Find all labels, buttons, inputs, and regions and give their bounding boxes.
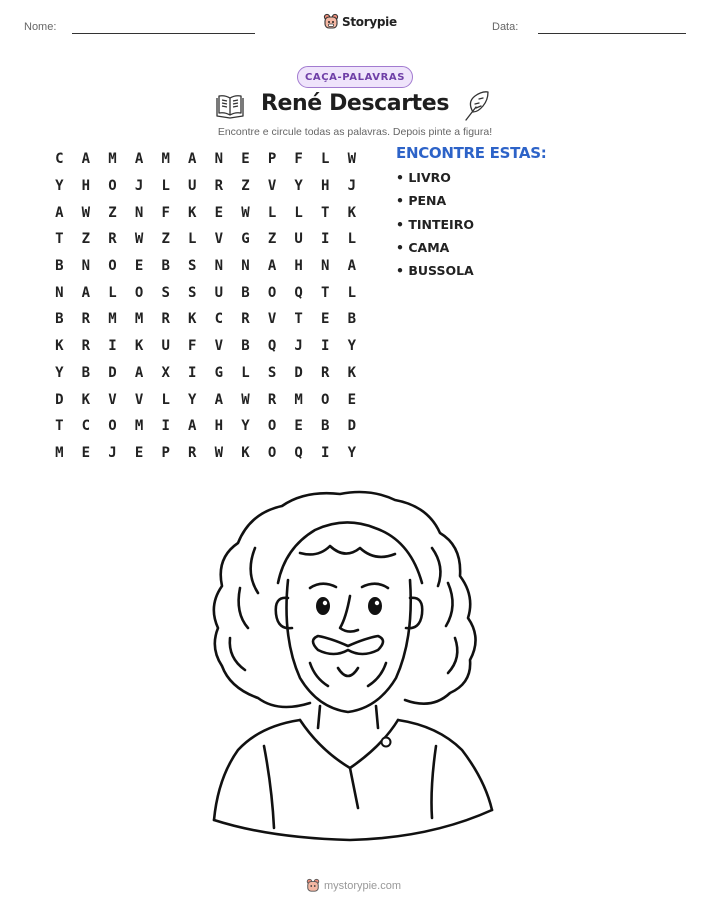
grid-letter[interactable]: T xyxy=(321,204,330,221)
grid-letter[interactable]: O xyxy=(108,418,117,435)
grid-row xyxy=(46,440,366,467)
grid-letter[interactable]: K xyxy=(55,338,64,355)
grid-letter[interactable]: H xyxy=(214,418,224,435)
grid-letter[interactable]: U xyxy=(294,231,303,248)
grid-letter[interactable]: A xyxy=(134,364,144,381)
grid-letter[interactable]: D xyxy=(347,418,357,435)
grid-letter[interactable]: V xyxy=(108,391,117,408)
grid-letter[interactable]: Z xyxy=(81,231,91,248)
grid-letter[interactable]: K xyxy=(81,391,91,408)
grid-letter[interactable]: R xyxy=(81,338,91,355)
grid-letter[interactable]: R xyxy=(321,364,330,381)
grid-row xyxy=(46,226,366,253)
word-search-grid[interactable] xyxy=(46,146,366,466)
grid-letter[interactable]: V xyxy=(214,338,224,355)
grid-letter[interactable]: R xyxy=(214,178,224,195)
grid-letter[interactable]: N xyxy=(214,258,224,275)
grid-letter[interactable]: E xyxy=(81,444,91,461)
grid-row xyxy=(46,386,366,413)
grid-letter[interactable]: H xyxy=(321,178,330,195)
grid-letter[interactable]: W xyxy=(214,444,224,461)
grid-letter[interactable]: Q xyxy=(267,338,277,355)
grid-letter[interactable]: D xyxy=(294,364,303,381)
grid-letter[interactable]: U xyxy=(188,178,197,195)
grid-letter[interactable]: O xyxy=(267,418,277,435)
grid-letter[interactable]: K xyxy=(347,204,357,221)
name-line[interactable] xyxy=(72,33,255,34)
descartes-coloring-illustration[interactable] xyxy=(200,488,510,848)
grid-letter[interactable]: T xyxy=(55,231,64,248)
grid-letter[interactable]: B xyxy=(321,418,330,435)
grid-letter[interactable]: S xyxy=(188,284,197,301)
grid-letter[interactable]: R xyxy=(241,311,250,328)
grid-letter[interactable]: K xyxy=(241,444,250,461)
grid-letter[interactable]: D xyxy=(55,391,64,408)
grid-letter[interactable]: W xyxy=(81,204,91,221)
grid-letter[interactable]: Q xyxy=(294,444,303,461)
grid-letter[interactable]: L xyxy=(267,204,277,221)
grid-letter[interactable]: A xyxy=(267,258,277,275)
grid-letter[interactable]: W xyxy=(347,151,357,168)
grid-letter[interactable]: N xyxy=(214,151,224,168)
grid-letter[interactable]: B xyxy=(55,311,64,328)
grid-row xyxy=(46,146,366,173)
grid-row xyxy=(46,333,366,360)
grid-letter[interactable]: B xyxy=(241,338,250,355)
grid-letter[interactable]: I xyxy=(161,418,170,435)
quill-feather-icon xyxy=(463,90,491,122)
storypie-logo-icon xyxy=(323,13,339,30)
grid-letter[interactable]: A xyxy=(188,151,197,168)
grid-letter[interactable]: I xyxy=(321,231,330,248)
grid-letter[interactable]: Y xyxy=(347,338,357,355)
grid-letter[interactable]: Z xyxy=(241,178,250,195)
word-item: • TINTEIRO xyxy=(396,216,474,232)
grid-letter[interactable]: B xyxy=(161,258,170,275)
grid-letter[interactable]: A xyxy=(188,418,197,435)
grid-letter[interactable]: M xyxy=(55,444,64,461)
grid-letter[interactable]: S xyxy=(188,258,197,275)
grid-letter[interactable]: E xyxy=(134,258,144,275)
grid-letter[interactable]: R xyxy=(108,231,117,248)
grid-letter[interactable]: I xyxy=(108,338,117,355)
grid-letter[interactable]: V xyxy=(214,231,224,248)
grid-letter[interactable]: J xyxy=(347,178,357,195)
grid-letter[interactable]: Q xyxy=(294,284,303,301)
grid-letter[interactable]: L xyxy=(347,231,357,248)
grid-letter[interactable]: L xyxy=(161,178,170,195)
grid-letter[interactable]: A xyxy=(81,284,91,301)
grid-letter[interactable]: A xyxy=(134,151,144,168)
grid-letter[interactable]: L xyxy=(161,391,170,408)
grid-letter[interactable]: K xyxy=(188,204,197,221)
footer xyxy=(306,878,401,893)
grid-letter[interactable]: K xyxy=(347,364,357,381)
grid-row xyxy=(46,306,366,333)
grid-letter[interactable]: E xyxy=(241,151,250,168)
grid-letter[interactable]: M xyxy=(294,391,303,408)
category-badge: CAÇA-PALAVRAS xyxy=(297,66,413,88)
grid-letter[interactable]: E xyxy=(347,391,357,408)
word-item: • LIVRO xyxy=(396,170,451,185)
grid-letter[interactable]: O xyxy=(108,178,117,195)
grid-letter[interactable]: O xyxy=(108,258,117,275)
grid-letter[interactable]: C xyxy=(55,151,64,168)
grid-letter[interactable]: F xyxy=(161,204,170,221)
grid-letter[interactable]: A xyxy=(55,204,64,221)
grid-letter[interactable]: T xyxy=(55,418,64,435)
grid-letter[interactable]: Y xyxy=(55,178,64,195)
grid-letter[interactable]: J xyxy=(134,178,144,195)
grid-letter[interactable]: B xyxy=(241,284,250,301)
grid-letter[interactable]: T xyxy=(294,311,303,328)
grid-letter[interactable]: F xyxy=(188,338,197,355)
grid-row xyxy=(46,173,366,200)
grid-letter[interactable]: E xyxy=(321,311,330,328)
grid-letter[interactable]: S xyxy=(161,284,170,301)
grid-row xyxy=(46,199,366,226)
grid-letter[interactable]: E xyxy=(214,204,224,221)
grid-letter[interactable]: L xyxy=(321,151,330,168)
grid-letter[interactable]: Z xyxy=(161,231,170,248)
word-item: • PENA xyxy=(396,193,447,209)
grid-letter[interactable]: L xyxy=(188,231,197,248)
grid-letter[interactable]: L xyxy=(108,284,117,301)
grid-letter[interactable]: Y xyxy=(347,444,357,461)
grid-letter[interactable]: F xyxy=(294,151,303,168)
grid-letter[interactable]: Y xyxy=(55,364,64,381)
grid-letter[interactable]: M xyxy=(108,311,117,328)
grid-letter[interactable]: H xyxy=(294,258,303,275)
grid-letter[interactable]: J xyxy=(108,444,117,461)
grid-letter[interactable]: Y xyxy=(241,418,250,435)
grid-letter[interactable]: J xyxy=(294,338,303,355)
grid-letter[interactable]: E xyxy=(134,444,144,461)
grid-letter[interactable]: S xyxy=(267,364,277,381)
grid-letter[interactable]: U xyxy=(214,284,224,301)
grid-letter[interactable]: K xyxy=(134,338,144,355)
grid-letter[interactable]: W xyxy=(241,391,250,408)
brand-name: Storypie xyxy=(342,14,397,29)
grid-letter[interactable]: I xyxy=(188,364,197,381)
grid-letter[interactable]: N xyxy=(81,258,91,275)
grid-letter[interactable]: Z xyxy=(108,204,117,221)
grid-letter[interactable]: Y xyxy=(294,178,303,195)
grid-letter[interactable]: L xyxy=(294,204,303,221)
grid-letter[interactable]: O xyxy=(267,444,277,461)
grid-letter[interactable]: E xyxy=(294,418,303,435)
grid-letter[interactable]: V xyxy=(267,311,277,328)
grid-letter[interactable]: R xyxy=(81,311,91,328)
grid-letter[interactable]: O xyxy=(267,284,277,301)
grid-letter[interactable]: P xyxy=(161,444,170,461)
grid-letter[interactable]: I xyxy=(321,444,330,461)
grid-letter[interactable]: C xyxy=(214,311,224,328)
grid-letter[interactable]: R xyxy=(188,444,197,461)
grid-letter[interactable]: T xyxy=(321,284,330,301)
grid-letter[interactable]: Y xyxy=(188,391,197,408)
grid-letter[interactable]: X xyxy=(161,364,170,381)
footer-url[interactable]: mystorypie.com xyxy=(324,879,402,892)
grid-letter[interactable]: D xyxy=(108,364,117,381)
page-title: René Descartes xyxy=(260,91,450,116)
grid-letter[interactable]: L xyxy=(241,364,250,381)
name-label: Nome: xyxy=(24,21,57,33)
grid-letter[interactable]: C xyxy=(81,418,91,435)
word-list xyxy=(396,170,474,286)
grid-row xyxy=(46,253,366,280)
grid-letter[interactable]: M xyxy=(134,418,144,435)
grid-letter[interactable]: O xyxy=(134,284,144,301)
grid-letter[interactable]: I xyxy=(321,338,330,355)
grid-letter[interactable]: W xyxy=(241,204,250,221)
word-item: • BUSSOLA xyxy=(396,263,474,279)
grid-letter[interactable]: V xyxy=(267,178,277,195)
word-list-title: ENCONTRE ESTAS: xyxy=(396,144,547,162)
grid-letter[interactable]: N xyxy=(55,284,64,301)
grid-letter[interactable]: Z xyxy=(267,231,277,248)
grid-letter[interactable]: P xyxy=(267,151,277,168)
storypie-logo-icon xyxy=(306,878,320,893)
grid-letter[interactable]: B xyxy=(347,311,357,328)
date-line[interactable] xyxy=(538,33,686,34)
grid-row xyxy=(46,279,366,306)
grid-letter[interactable]: N xyxy=(134,204,144,221)
grid-letter[interactable]: H xyxy=(81,178,91,195)
grid-letter[interactable]: W xyxy=(134,231,144,248)
grid-letter[interactable]: V xyxy=(134,391,144,408)
word-item: • CAMA xyxy=(396,239,450,255)
grid-letter[interactable]: U xyxy=(161,338,170,355)
brand xyxy=(323,13,397,30)
grid-letter[interactable]: A xyxy=(347,258,357,275)
grid-letter[interactable]: M xyxy=(108,151,117,168)
grid-letter[interactable]: M xyxy=(134,311,144,328)
grid-row xyxy=(46,360,366,387)
grid-letter[interactable]: G xyxy=(241,231,250,248)
grid-letter[interactable]: A xyxy=(214,391,224,408)
grid-letter[interactable]: G xyxy=(214,364,224,381)
grid-letter[interactable]: R xyxy=(267,391,277,408)
grid-letter[interactable]: L xyxy=(347,284,357,301)
grid-row xyxy=(46,413,366,440)
instructions: Encontre e circule todas as palavras. Depois pinte a figura! xyxy=(217,126,493,138)
grid-letter[interactable]: R xyxy=(161,311,170,328)
grid-letter[interactable]: N xyxy=(321,258,330,275)
grid-letter[interactable]: N xyxy=(241,258,250,275)
grid-letter[interactable]: A xyxy=(81,151,91,168)
grid-letter[interactable]: O xyxy=(321,391,330,408)
grid-letter[interactable]: B xyxy=(55,258,64,275)
grid-letter[interactable]: B xyxy=(81,364,91,381)
grid-letter[interactable]: K xyxy=(188,311,197,328)
date-label: Data: xyxy=(492,21,519,33)
grid-letter[interactable]: M xyxy=(161,151,170,168)
